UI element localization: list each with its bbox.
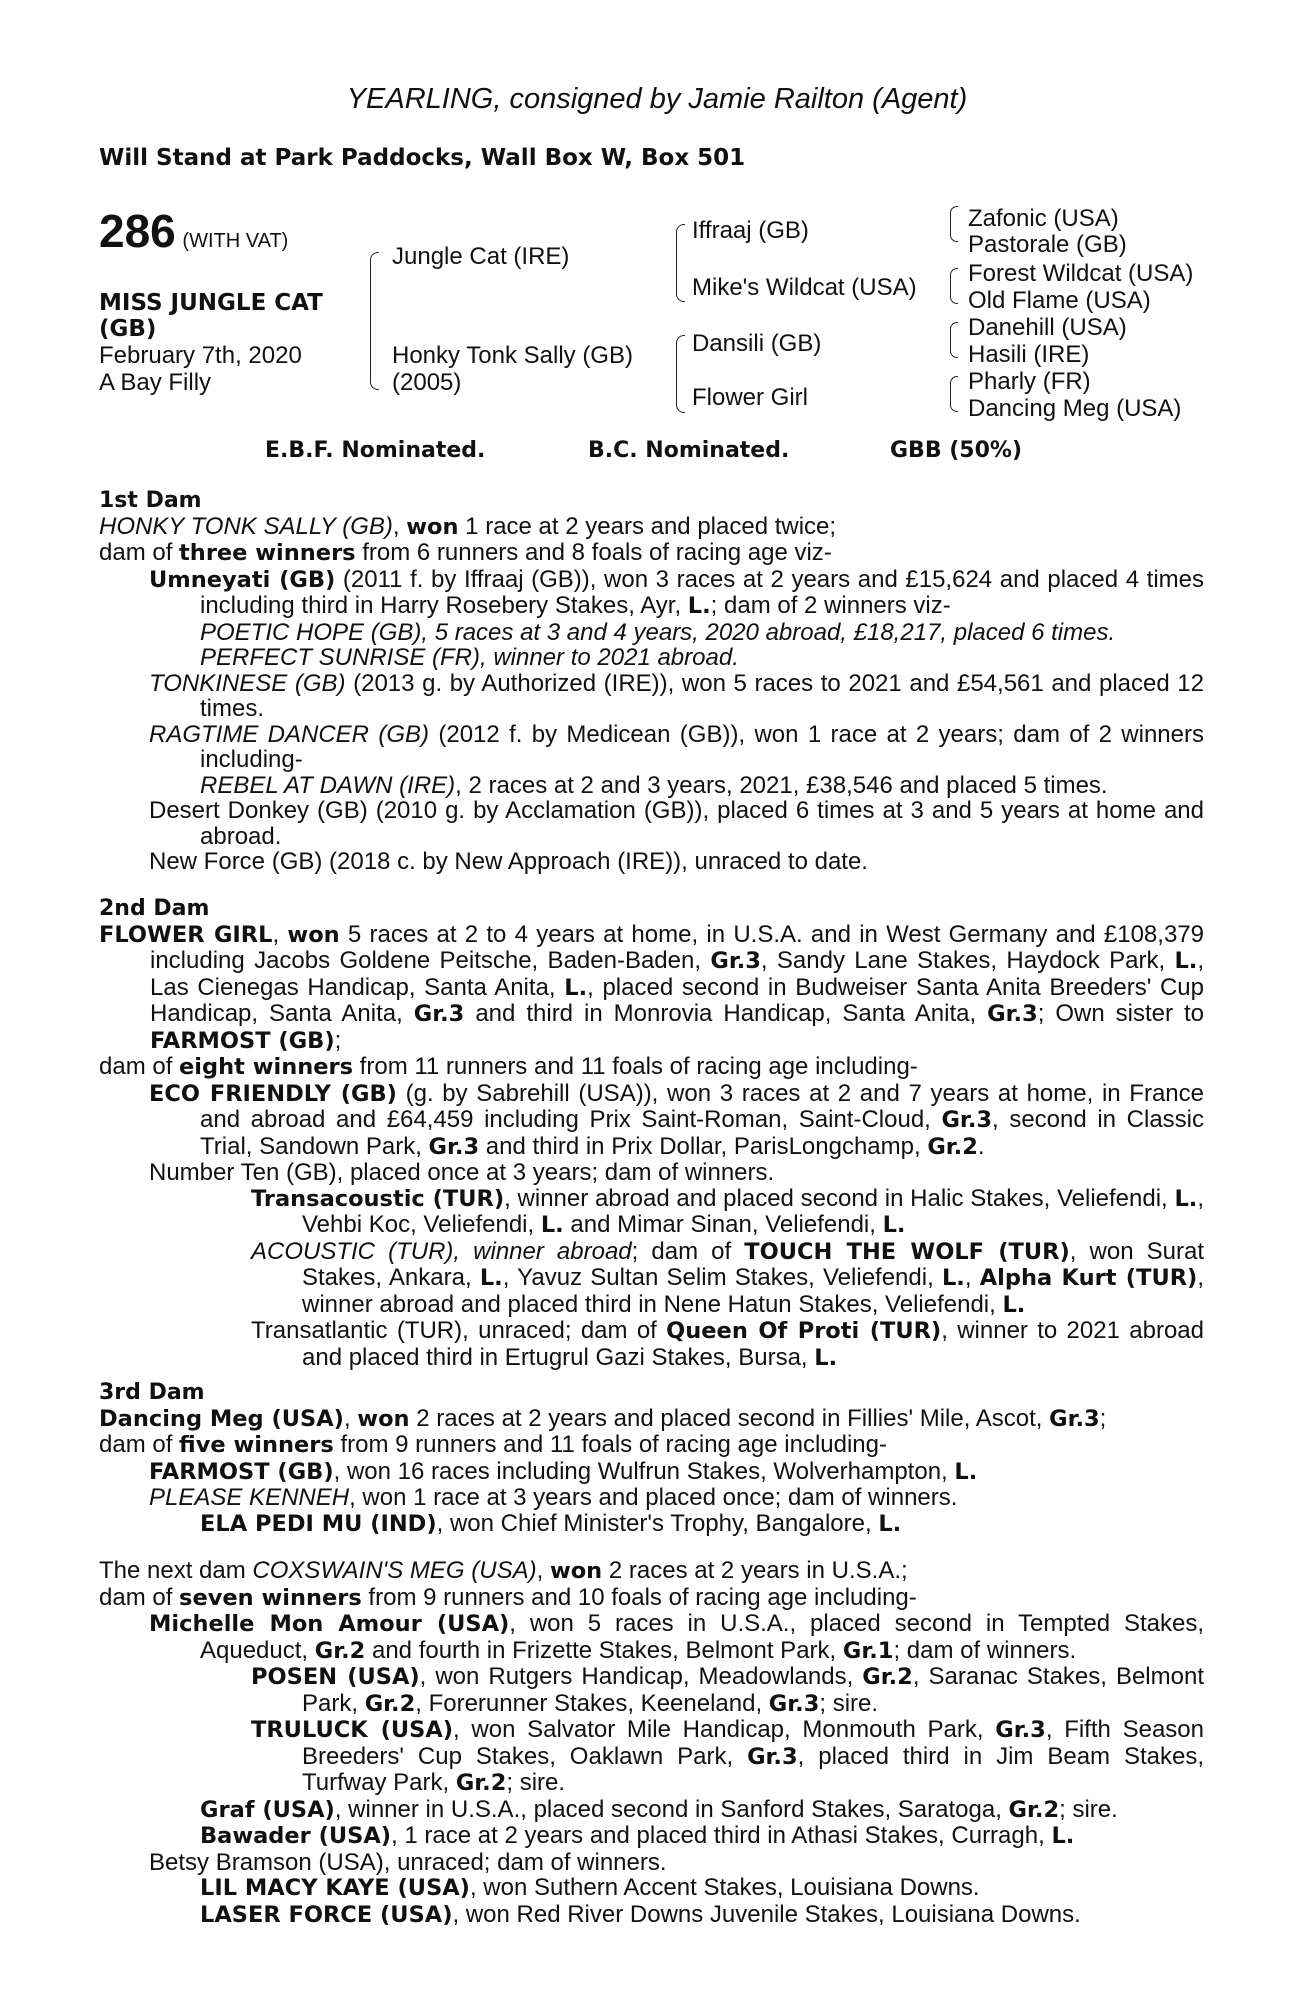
second-dam-heading: 2nd Dam: [99, 896, 210, 921]
text-run: , placed second in Budweiser Santa Anita Breeders' Cup Handicap, Santa Anita,: [150, 973, 1204, 1027]
produce-number-ten: [99, 1160, 1204, 1186]
text-run: Gr.3: [768, 1690, 820, 1717]
sire-name: Jungle Cat (IRE): [392, 243, 570, 270]
text-run: Dancing Meg (USA): [99, 1405, 344, 1432]
produce-ela-pedi-mu: [99, 1511, 1204, 1538]
text-run: three winners: [179, 540, 356, 566]
text-run: Gr.2: [455, 1770, 507, 1796]
text-run: The next dam: [99, 1557, 253, 1584]
third-dam-record: [99, 1406, 1204, 1433]
text-run: , Yavuz Sultan Selim Stakes, Veliefendi,: [502, 1264, 942, 1291]
text-run: Number Ten (GB), placed once at 3 years; dam of winners.: [149, 1159, 775, 1186]
produce-lil-macy-kaye: [99, 1875, 1204, 1902]
text-run: Gr.2: [927, 1133, 978, 1160]
text-run: L.: [1174, 948, 1198, 974]
first-dam-heading: 1st Dam: [99, 488, 202, 513]
text-run: , 2 races at 2 and 3 years, 2021, £38,546 and placed 5 times.: [455, 771, 1108, 799]
text-run: Gr.3: [428, 1133, 480, 1160]
gen3-name-5: Danehill (USA): [968, 314, 1127, 341]
text-run: dam of: [99, 1053, 180, 1080]
text-run: Alpha Kurt (TUR): [979, 1265, 1198, 1291]
next-dam-produce-summary: [99, 1585, 1204, 1612]
text-run: and third in Prix Dollar, ParisLongchamp,: [479, 1132, 928, 1160]
text-run: , 5 races at 3 and 4 years, 2020 abroad, £18,217, placed 6 times.: [421, 618, 1116, 646]
text-run: Gr.2: [1008, 1796, 1060, 1823]
gen3-name-3: Forest Wildcat (USA): [968, 260, 1194, 287]
gen3-name-2: Pastorale (GB): [968, 231, 1127, 258]
produce-perfect-sunrise: [99, 645, 1204, 671]
text-run: , won Rutgers Handicap, Meadowlands,: [419, 1663, 863, 1690]
text-run: from 9 runners and 10 foals of racing age including-: [361, 1583, 917, 1611]
text-run: , Las Cienegas Handicap, Santa Anita,: [150, 947, 1205, 1001]
text-run: five winners: [179, 1432, 334, 1458]
text-run: Gr.3: [995, 1717, 1046, 1743]
text-run: and third in Monrovia Handicap, Santa Anita,: [464, 1000, 988, 1027]
produce-laser-force: [99, 1902, 1204, 1929]
text-run: (2011 f. by Iffraaj (GB)), won 3 races at 2 years and £15,624 and placed 4 times including third in Harry Rosebery Stakes, Ayr,: [200, 565, 1204, 619]
text-run: POETIC HOPE (GB): [200, 618, 422, 646]
text-run: LIL MACY KAYE (USA): [200, 1875, 470, 1901]
text-run: Graf (USA): [200, 1796, 335, 1823]
ebf-nomination: E.B.F. Nominated.: [265, 438, 486, 463]
text-run: POSEN (USA): [251, 1664, 420, 1690]
dam-year: (2005): [392, 369, 462, 396]
dam-dam-name: Flower Girl: [692, 384, 809, 411]
produce-umneyati: [99, 567, 1204, 620]
bc-nomination: B.C. Nominated.: [588, 438, 790, 463]
text-run: ; dam of: [631, 1237, 745, 1265]
produce-farmost: [99, 1459, 1204, 1486]
text-run: from 9 runners and 11 foals of racing age including-: [333, 1431, 887, 1458]
text-run: 5 races at 2 to 4 years at home, in U.S.A. and in West Germany and £108,379 including Jacobs Goldene Peitsche, Baden-Baden,: [150, 920, 1204, 974]
text-run: from 6 runners and 8 foals of racing age viz-: [355, 539, 832, 566]
text-run: , won 5 races in U.S.A., placed second in Tempted Stakes, Aqueduct,: [200, 1610, 1204, 1664]
text-run: TONKINESE (GB): [149, 669, 346, 697]
text-run: TRULUCK (USA): [251, 1717, 454, 1743]
text-run: ,: [536, 1557, 550, 1584]
first-dam-line-1: [99, 514, 1204, 541]
pedigree-brace-3c: [950, 322, 958, 358]
text-run: FARMOST (GB): [149, 1458, 334, 1485]
text-run: , placed third in Jim Beam Stakes, Turfway Park,: [302, 1742, 1205, 1796]
text-run: Transatlantic (TUR), unraced; dam of: [251, 1317, 667, 1344]
text-run: , won Suthern Accent Stakes, Louisiana Downs.: [469, 1874, 980, 1901]
gen3-name-1: Zafonic (USA): [968, 205, 1119, 232]
text-run: , Saranac Stakes, Belmont Park,: [302, 1663, 1204, 1717]
text-run: ; dam of winners.: [893, 1636, 1077, 1664]
text-run: L.: [954, 1458, 978, 1485]
text-run: (2012 f. by Medicean (GB)), won 1 race at 2 years; dam of 2 winners including-: [200, 720, 1204, 773]
text-run: Michelle Mon Amour (USA): [149, 1611, 510, 1637]
text-run: , won Salvator Mile Handicap, Monmouth Park,: [453, 1716, 996, 1743]
text-run: ; sire.: [819, 1689, 879, 1717]
next-dam-section: [99, 1558, 1204, 1928]
pedigree-brace-3a: [950, 206, 958, 242]
third-dam-produce-summary: [99, 1432, 1204, 1459]
text-run: , winner in U.S.A., placed second in Sanford Stakes, Saratoga,: [334, 1795, 1009, 1823]
text-run: L.: [878, 1510, 902, 1537]
text-run: won: [287, 921, 340, 948]
produce-betsy-bramson: [99, 1850, 1204, 1876]
second-dam-record: [99, 922, 1204, 1055]
text-run: , Vehbi Koc, Veliefendi,: [302, 1184, 1204, 1238]
produce-michelle-mon-amour: [99, 1611, 1204, 1664]
text-run: Gr.2: [862, 1664, 913, 1690]
produce-bawader: [99, 1823, 1204, 1850]
first-dam-section: [99, 488, 1204, 875]
text-run: , winner abroad and placed second in Halic Stakes, Veliefendi,: [504, 1184, 1175, 1212]
text-run: L.: [540, 1212, 564, 1238]
text-run: , won Surat Stakes, Ankara,: [302, 1237, 1205, 1291]
sire-dam-name: Mike's Wildcat (USA): [692, 274, 917, 301]
text-run: ;: [1099, 1404, 1107, 1432]
text-run: ,: [392, 512, 407, 540]
text-run: , winner abroad and placed third in Nene Hatun Stakes, Veliefendi,: [302, 1264, 1204, 1318]
produce-posen: [99, 1664, 1204, 1717]
text-run: , winner to 2021 abroad.: [480, 644, 739, 671]
text-run: REBEL AT DAWN (IRE): [200, 771, 456, 799]
text-run: eight winners: [179, 1054, 354, 1080]
text-run: L.: [882, 1212, 906, 1238]
text-run: Gr.1: [842, 1637, 894, 1664]
text-run: PERFECT SUNRISE (FR): [200, 644, 481, 671]
produce-poetic-hope: [99, 620, 1204, 646]
text-run: L.: [1051, 1823, 1075, 1849]
text-run: 2 races at 2 years and placed second in Fillies' Mile, Ascot,: [409, 1404, 1050, 1432]
text-run: , Sandy Lane Stakes, Haydock Park,: [760, 947, 1175, 974]
text-run: from 11 runners and 11 foals of racing age including-: [353, 1053, 918, 1080]
text-run: , winner abroad: [453, 1237, 632, 1265]
pedigree-brace-3d: [950, 376, 958, 412]
text-run: (g. by Sabrehill (USA)), won 3 races at 2 and 7 years at home, in France and abroad and £64,459 including Prix Saint-Roman, Saint-Cloud,: [200, 1079, 1204, 1133]
text-run: , won 1 race at 3 years and placed once; dam of winners.: [349, 1484, 958, 1511]
text-run: L.: [1174, 1185, 1198, 1212]
text-run: , 1 race at 2 years and placed third in Athasi Stakes, Curragh,: [391, 1822, 1052, 1849]
text-run: ; dam of 2 winners viz-: [710, 592, 951, 619]
produce-graf: [99, 1797, 1204, 1824]
text-run: ,: [272, 920, 288, 948]
text-run: ECO FRIENDLY (GB): [149, 1080, 397, 1107]
text-run: , won Red River Downs Juvenile Stakes, Louisiana Downs.: [452, 1900, 1081, 1928]
text-run: ; Own sister to: [1037, 1000, 1205, 1027]
lot-number: 286: [99, 205, 176, 257]
gen3-name-8: Dancing Meg (USA): [968, 395, 1182, 422]
text-run: Gr.3: [941, 1107, 993, 1133]
text-run: Gr.2: [314, 1637, 366, 1664]
first-dam-line-2: [99, 540, 1204, 567]
text-run: 1 race at 2 years and placed twice;: [458, 512, 837, 540]
text-run: Desert Donkey (GB) (2010 g. by Acclamation (GB)), placed 6 times at 3 and 5 years at home and abroad.: [149, 797, 1204, 850]
text-run: Umneyati (GB): [149, 566, 336, 593]
text-run: Gr.3: [987, 1001, 1038, 1027]
text-run: L.: [941, 1265, 965, 1291]
text-run: (2013 g. by Authorized (IRE)), won 5 races to 2021 and £54,561 and placed 12 times.: [200, 669, 1204, 722]
text-run: ; sire.: [506, 1769, 566, 1796]
produce-transacoustic: [99, 1186, 1204, 1239]
text-run: New Force (GB) (2018 c. by New Approach (IRE)), unraced to date.: [149, 848, 868, 875]
text-run: L.: [1002, 1291, 1026, 1318]
dam-sire-name: Dansili (GB): [692, 330, 822, 357]
horse-description: A Bay Filly: [99, 369, 212, 396]
text-run: ,: [343, 1404, 358, 1432]
text-run: won: [357, 1405, 410, 1432]
lot-header: [99, 205, 289, 257]
text-run: , second in Classic Trial, Sandown Park,: [200, 1106, 1204, 1160]
gen3-name-4: Old Flame (USA): [968, 287, 1151, 314]
text-run: PLEASE KENNEH: [149, 1484, 350, 1511]
produce-eco-friendly: [99, 1081, 1204, 1161]
consignment-line: YEARLING, consigned by Jamie Railton (Agent): [346, 83, 968, 115]
text-run: Gr.3: [413, 1001, 465, 1027]
third-dam-section: [99, 1380, 1204, 1537]
text-run: , Fifth Season Breeders' Cup Stakes, Oaklawn Park,: [302, 1716, 1204, 1770]
pedigree-brace-2b: [676, 335, 685, 413]
produce-truluck: [99, 1717, 1204, 1797]
second-dam-produce-summary: [99, 1054, 1204, 1081]
text-run: Queen Of Proti (TUR): [666, 1318, 942, 1344]
text-run: RAGTIME DANCER (GB): [149, 720, 430, 748]
text-run: LASER FORCE (USA): [200, 1901, 453, 1928]
text-run: seven winners: [179, 1584, 362, 1611]
text-run: ,: [964, 1264, 980, 1291]
text-run: Gr.3: [747, 1743, 798, 1770]
text-run: L.: [687, 593, 711, 619]
dam-name: Honky Tonk Sally (GB): [392, 342, 633, 369]
text-run: ACOUSTIC (TUR): [251, 1237, 454, 1265]
birth-date: February 7th, 2020: [99, 342, 302, 369]
text-run: , winner to 2021 abroad and placed third in Ertugrul Gazi Stakes, Bursa,: [302, 1317, 1204, 1371]
text-run: won: [406, 513, 459, 540]
text-run: Gr.2: [364, 1690, 416, 1717]
text-run: and Mimar Sinan, Veliefendi,: [563, 1211, 883, 1238]
pedigree-brace-3b: [950, 268, 958, 304]
produce-acoustic: [99, 1239, 1204, 1319]
pedigree-brace-1: [370, 252, 379, 390]
sire-sire-name: Iffraaj (GB): [692, 217, 809, 244]
text-run: FARMOST (GB): [150, 1027, 335, 1054]
text-run: dam of: [99, 539, 180, 566]
vat-note: (WITH VAT): [182, 230, 289, 252]
produce-desert-donkey: [99, 798, 1204, 849]
text-run: and fourth in Frizette Stakes, Belmont Park,: [365, 1636, 843, 1664]
text-run: 2 races at 2 years in U.S.A.;: [602, 1557, 908, 1584]
produce-please-kenneh: [99, 1485, 1204, 1511]
text-run: Transacoustic (TUR): [251, 1185, 505, 1212]
text-run: .: [977, 1132, 985, 1160]
text-run: dam of: [99, 1583, 180, 1611]
text-run: Bawader (USA): [200, 1823, 392, 1849]
gbb-note: GBB (50%): [890, 438, 1023, 463]
gen3-name-6: Hasili (IRE): [968, 341, 1090, 368]
produce-transatlantic: [99, 1318, 1204, 1371]
produce-ragtime-dancer: [99, 722, 1204, 773]
text-run: won: [549, 1558, 603, 1584]
stand-location: Will Stand at Park Paddocks, Wall Box W, Box 501: [99, 145, 746, 171]
produce-rebel-at-dawn: [99, 773, 1204, 799]
text-run: FLOWER GIRL: [99, 921, 273, 948]
produce-new-force: [99, 849, 1204, 875]
text-run: ; sire.: [1059, 1795, 1118, 1823]
text-run: , Forerunner Stakes, Keeneland,: [415, 1689, 769, 1717]
text-run: Betsy Bramson (USA), unraced; dam of winners.: [149, 1848, 667, 1876]
text-run: ;: [334, 1026, 342, 1054]
text-run: HONKY TONK SALLY (GB): [99, 512, 393, 540]
text-run: TOUCH THE WOLF (TUR): [744, 1238, 1070, 1265]
text-run: , won Chief Minister's Trophy, Bangalore,: [436, 1509, 879, 1537]
text-run: ELA PEDI MU (IND): [200, 1510, 437, 1537]
gen3-name-7: Pharly (FR): [968, 368, 1091, 395]
text-run: COXSWAIN'S MEG (USA): [252, 1557, 537, 1584]
produce-tonkinese: [99, 671, 1204, 722]
text-run: Gr.3: [710, 948, 761, 974]
third-dam-heading: 3rd Dam: [99, 1380, 205, 1405]
text-run: L.: [479, 1265, 503, 1291]
horse-name: MISS JUNGLE CAT: [99, 290, 323, 316]
text-run: L.: [564, 974, 588, 1001]
next-dam-record: [99, 1558, 1204, 1585]
text-run: L.: [814, 1344, 838, 1371]
text-run: dam of: [99, 1431, 180, 1458]
horse-country: (GB): [99, 316, 157, 342]
text-run: Gr.3: [1049, 1405, 1100, 1432]
pedigree-brace-2a: [676, 224, 685, 302]
second-dam-section: [99, 896, 1204, 1371]
text-run: , won 16 races including Wulfrun Stakes, Wolverhampton,: [333, 1457, 955, 1485]
